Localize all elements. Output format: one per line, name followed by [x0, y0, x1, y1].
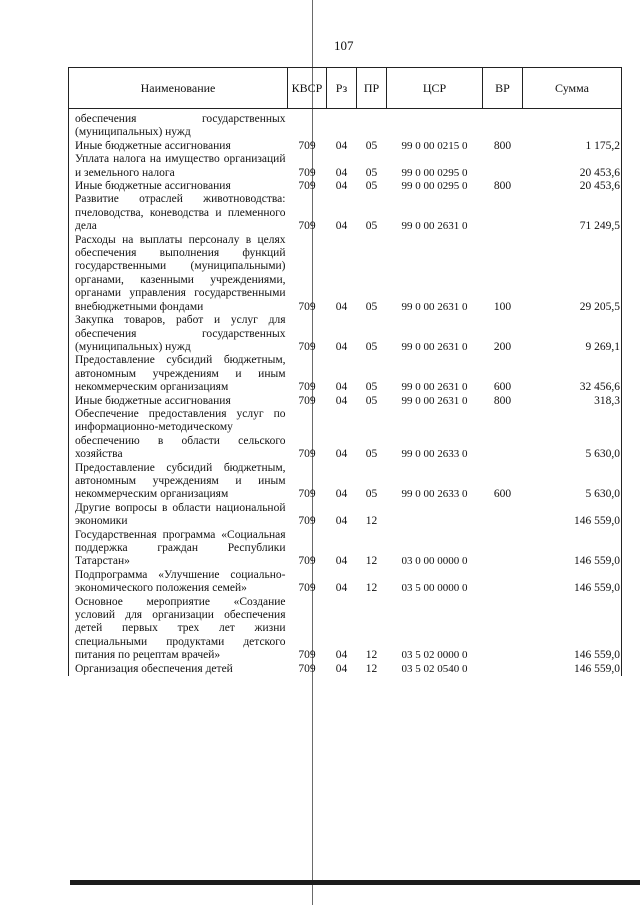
row-kvsr: 709 — [298, 488, 316, 501]
row-name: Предоставление субсидий бюджетным, автономным учреждениям и иным некоммерческим организациям — [69, 354, 288, 394]
row-pr: 05 — [365, 448, 378, 461]
row-sum: 20 453,6 — [523, 180, 622, 193]
row-name: Развитие отраслей животноводства: пчеловодства, коневодства и племенного дела — [69, 193, 288, 233]
row-vr — [483, 113, 523, 140]
table-row — [69, 596, 622, 663]
row-rz: 04 — [335, 394, 348, 407]
row-rz: 04 — [335, 381, 348, 394]
row-pr: 12 — [365, 662, 378, 675]
row-csr: 99 0 00 2633 0 — [401, 448, 468, 461]
row-pr: 05 — [365, 220, 378, 233]
row-pr: 12 — [365, 555, 378, 568]
table-row — [69, 113, 622, 140]
row-name: Расходы на выплаты персоналу в целях обеспечения выполнения функций государственными (муниципальными) органами, казенными учреждениями, органами управления государственными внебюджетными фондами — [69, 234, 288, 314]
row-name: Государственная программа «Социальная поддержка граждан Республики Татарстан» — [69, 529, 288, 569]
row-sum: 5 630,0 — [523, 462, 622, 502]
row-name: Уплата налога на имущество организаций и земельного налога — [69, 153, 288, 180]
table-row — [69, 502, 622, 529]
row-name: Основное мероприятие «Создание условий для организации обеспечения детей первых трех лет жизни специальными продуктами детского питания по рецептам врачей» — [69, 596, 288, 663]
table-row — [69, 462, 622, 502]
row-pr: 05 — [365, 180, 378, 193]
header-pr: ПР — [357, 68, 387, 109]
row-pr: 05 — [365, 139, 378, 152]
row-rz: 04 — [335, 649, 348, 662]
row-sum: 146 559,0 — [523, 663, 622, 676]
row-name: Организация обеспечения детей — [69, 663, 288, 676]
row-csr: 03 5 00 0000 0 — [401, 582, 468, 595]
row-kvsr: 709 — [298, 220, 316, 233]
table-row — [69, 529, 622, 569]
row-csr: 99 0 00 2631 0 — [401, 220, 468, 233]
row-sum: 146 559,0 — [523, 502, 622, 529]
row-vr: 800 — [493, 394, 512, 407]
row-sum: 146 559,0 — [523, 596, 622, 663]
row-kvsr: 709 — [298, 662, 316, 675]
page-number: 107 — [334, 38, 354, 53]
row-kvsr: 709 — [298, 515, 316, 528]
row-csr: 99 0 00 0215 0 — [401, 139, 468, 152]
row-kvsr — [288, 113, 327, 140]
row-rz: 04 — [335, 515, 348, 528]
row-vr: 600 — [493, 381, 512, 394]
row-rz: 04 — [335, 488, 348, 501]
row-pr: 05 — [365, 488, 378, 501]
header-name: Наименование — [69, 68, 288, 109]
row-vr — [483, 663, 523, 676]
row-name: Иные бюджетные ассигнования — [69, 395, 288, 408]
row-sum — [523, 113, 622, 140]
row-csr: 99 0 00 2631 0 — [401, 381, 468, 394]
table-row — [69, 234, 622, 314]
row-rz: 04 — [335, 662, 348, 675]
row-vr: 200 — [493, 340, 512, 353]
row-sum: 32 456,6 — [523, 354, 622, 394]
row-vr — [483, 529, 523, 569]
row-csr: 99 0 00 2631 0 — [401, 340, 468, 353]
row-name: Другие вопросы в области национальной экономики — [69, 502, 288, 529]
row-kvsr: 709 — [298, 582, 316, 595]
row-pr: 12 — [365, 582, 378, 595]
table-row — [69, 193, 622, 233]
row-name: Закупка товаров, работ и услуг для обеспечения государственных (муниципальных) нужд — [69, 314, 288, 354]
row-rz: 04 — [335, 448, 348, 461]
row-vr — [483, 596, 523, 663]
row-sum: 318,3 — [523, 395, 622, 408]
row-kvsr: 709 — [298, 381, 316, 394]
row-csr: 99 0 00 2631 0 — [401, 300, 468, 313]
row-name: Предоставление субсидий бюджетным, автономным учреждениям и иным некоммерческим организациям — [69, 462, 288, 502]
table-row — [69, 354, 622, 394]
header-kvsr: КВСР — [288, 68, 327, 109]
row-sum: 146 559,0 — [523, 529, 622, 569]
row-sum: 71 249,5 — [523, 193, 622, 233]
table-row — [69, 153, 622, 180]
row-rz: 04 — [335, 180, 348, 193]
row-vr — [483, 569, 523, 596]
row-name: обеспечения государственных (муниципальных) нужд — [69, 113, 288, 140]
table-row — [69, 395, 622, 408]
row-pr: 12 — [365, 515, 378, 528]
table-header-row — [69, 68, 622, 109]
table-row — [69, 663, 622, 676]
row-rz: 04 — [335, 300, 348, 313]
row-vr: 100 — [493, 300, 512, 313]
page-bottom-edge — [70, 880, 640, 885]
table-row — [69, 569, 622, 596]
row-rz: 04 — [335, 139, 348, 152]
row-rz: 04 — [335, 555, 348, 568]
row-vr — [483, 153, 523, 180]
row-csr: 99 0 00 2631 0 — [401, 394, 468, 407]
header-csr: ЦСР — [387, 68, 483, 109]
row-csr: 99 0 00 0295 0 — [401, 180, 468, 193]
header-rz: Рз — [327, 68, 357, 109]
row-csr — [387, 502, 483, 529]
row-csr: 03 5 02 0000 0 — [401, 649, 468, 662]
row-kvsr: 709 — [298, 448, 316, 461]
table-body — [69, 109, 622, 677]
row-sum: 1 175,2 — [523, 140, 622, 153]
header-vr: ВР — [483, 68, 523, 109]
row-sum: 29 205,5 — [523, 234, 622, 314]
row-name: Подпрограмма «Улучшение социально-экономического положения семей» — [69, 569, 288, 596]
row-pr: 05 — [365, 381, 378, 394]
row-kvsr: 709 — [298, 166, 316, 179]
row-pr: 05 — [365, 300, 378, 313]
row-vr — [483, 193, 523, 233]
row-pr: 12 — [365, 649, 378, 662]
row-rz: 04 — [335, 582, 348, 595]
table-row — [69, 140, 622, 153]
row-csr: 99 0 00 2633 0 — [401, 488, 468, 501]
row-kvsr: 709 — [298, 394, 316, 407]
row-sum: 146 559,0 — [523, 569, 622, 596]
row-pr: 05 — [365, 394, 378, 407]
row-csr: 99 0 00 0295 0 — [401, 166, 468, 179]
row-csr: 03 5 02 0540 0 — [401, 662, 468, 675]
row-sum: 20 453,6 — [523, 153, 622, 180]
row-vr — [483, 408, 523, 462]
table-row — [69, 180, 622, 193]
row-pr — [357, 113, 387, 140]
row-csr — [387, 113, 483, 140]
row-rz: 04 — [335, 340, 348, 353]
row-kvsr: 709 — [298, 180, 316, 193]
row-vr: 800 — [493, 180, 512, 193]
row-name: Обеспечение предоставления услуг по информационно-методическому обеспечению в области сельского хозяйства — [69, 408, 288, 462]
row-rz: 04 — [335, 220, 348, 233]
budget-table — [68, 67, 622, 676]
row-csr: 03 0 00 0000 0 — [401, 555, 468, 568]
row-kvsr: 709 — [298, 649, 316, 662]
row-name: Иные бюджетные ассигнования — [69, 140, 288, 153]
row-vr: 800 — [493, 139, 512, 152]
row-kvsr: 709 — [298, 340, 316, 353]
row-sum: 5 630,0 — [523, 408, 622, 462]
row-rz: 04 — [335, 166, 348, 179]
row-kvsr: 709 — [298, 300, 316, 313]
row-vr — [483, 502, 523, 529]
row-vr: 600 — [493, 488, 512, 501]
header-sum: Сумма — [523, 68, 622, 109]
row-sum: 9 269,1 — [523, 314, 622, 354]
table-row — [69, 408, 622, 462]
row-rz — [327, 113, 357, 140]
table-row — [69, 314, 622, 354]
row-pr: 05 — [365, 340, 378, 353]
row-kvsr: 709 — [298, 555, 316, 568]
row-pr: 05 — [365, 166, 378, 179]
row-name: Иные бюджетные ассигнования — [69, 180, 288, 193]
row-kvsr: 709 — [298, 139, 316, 152]
